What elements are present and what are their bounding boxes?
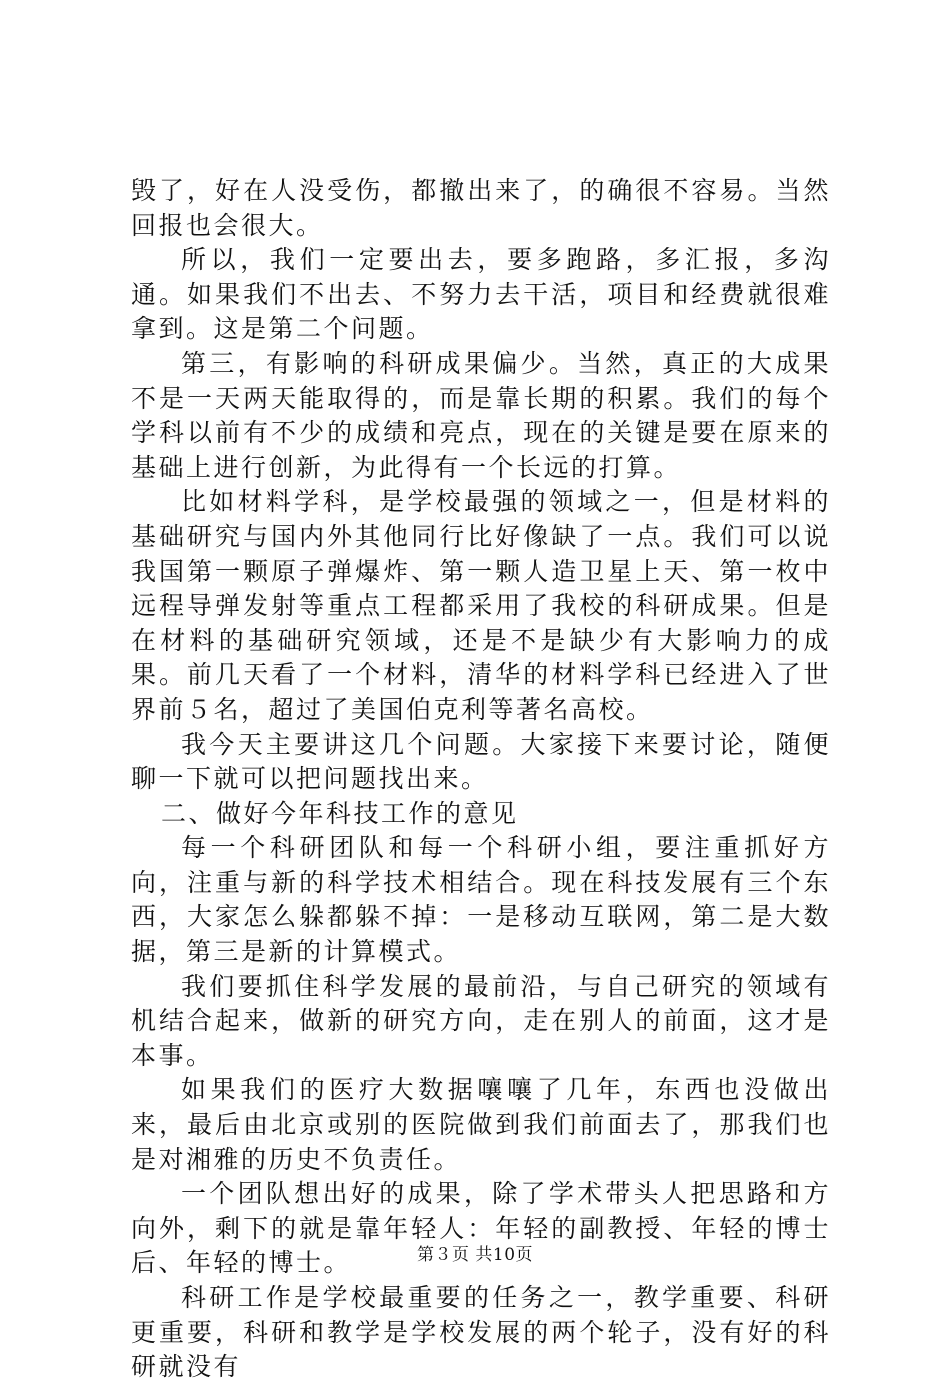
paragraph-continued: 毁了，好在人没受伤，都撤出来了，的确很不容易。当然回报也会很大。 — [131, 176, 831, 240]
paragraph: 我们要抓住科学发展的最前沿，与自己研究的领域有机结合起来，做新的研究方向，走在别人的前面，这才是本事。 — [131, 971, 831, 1070]
page-number-footer: 第３页 共10页 — [416, 1245, 534, 1265]
paragraph: 所以，我们一定要出去，要多跑路，多汇报，多沟通。如果我们不出去、不努力去干活，项目和经费就很难拿到。这是第二个问题。 — [131, 245, 831, 344]
paragraph: 我今天主要讲这几个问题。大家接下来要讨论，随便聊一下就可以把问题找出来。 — [131, 729, 831, 794]
paragraph: 每一个科研团队和每一个科研小组，要注重抓好方向，注重与新的科学技术相结合。现在科技发展有三个东西，大家怎么躲都躲不掉：一是移动互联网，第二是大数据，第三是新的计算模式。 — [131, 833, 831, 967]
paragraph: 第三，有影响的科研成果偏少。当然，真正的大成果不是一天两天能取得的，而是靠长期的积累。我们的每个学科以前有不少的成绩和亮点，现在的关键是要在原来的基础上进行创新，为此得有一个长远的打算。 — [131, 348, 831, 482]
paragraph: 科研工作是学校最重要的任务之一，教学重要、科研更重要，科研和教学是学校发展的两个轮子，没有好的科研就没有 — [131, 1283, 831, 1382]
document-body — [131, 174, 831, 1385]
paragraph: 如果我们的医疗大数据嚷嚷了几年，东西也没做出来，最后由北京或别的医院做到我们前面去了，那我们也是对湘雅的历史不负责任。 — [131, 1075, 831, 1174]
paragraph: 一个团队想出好的成果，除了学术带头人把思路和方向外，剩下的就是靠年轻人：年轻的副教授、年轻的博士后、年轻的博士。 — [131, 1179, 831, 1278]
paragraph: 比如材料学科，是学校最强的领域之一，但是材料的基础研究与国内外其他同行比好像缺了一点。我们可以说我国第一颗原子弹爆炸、第一颗人造卫星上天、第一枚中远程导弹发射等重点工程都采用了我校的科研成果。但是在材料的基础研究领域，还是不是缺少有大影响力的成果。前几天看了一个材料，清华的材料学科已经进入了世界前５名，超过了美国伯克利等著名高校。 — [131, 487, 831, 724]
section-heading: 二、做好今年科技工作的意见 — [161, 798, 519, 828]
